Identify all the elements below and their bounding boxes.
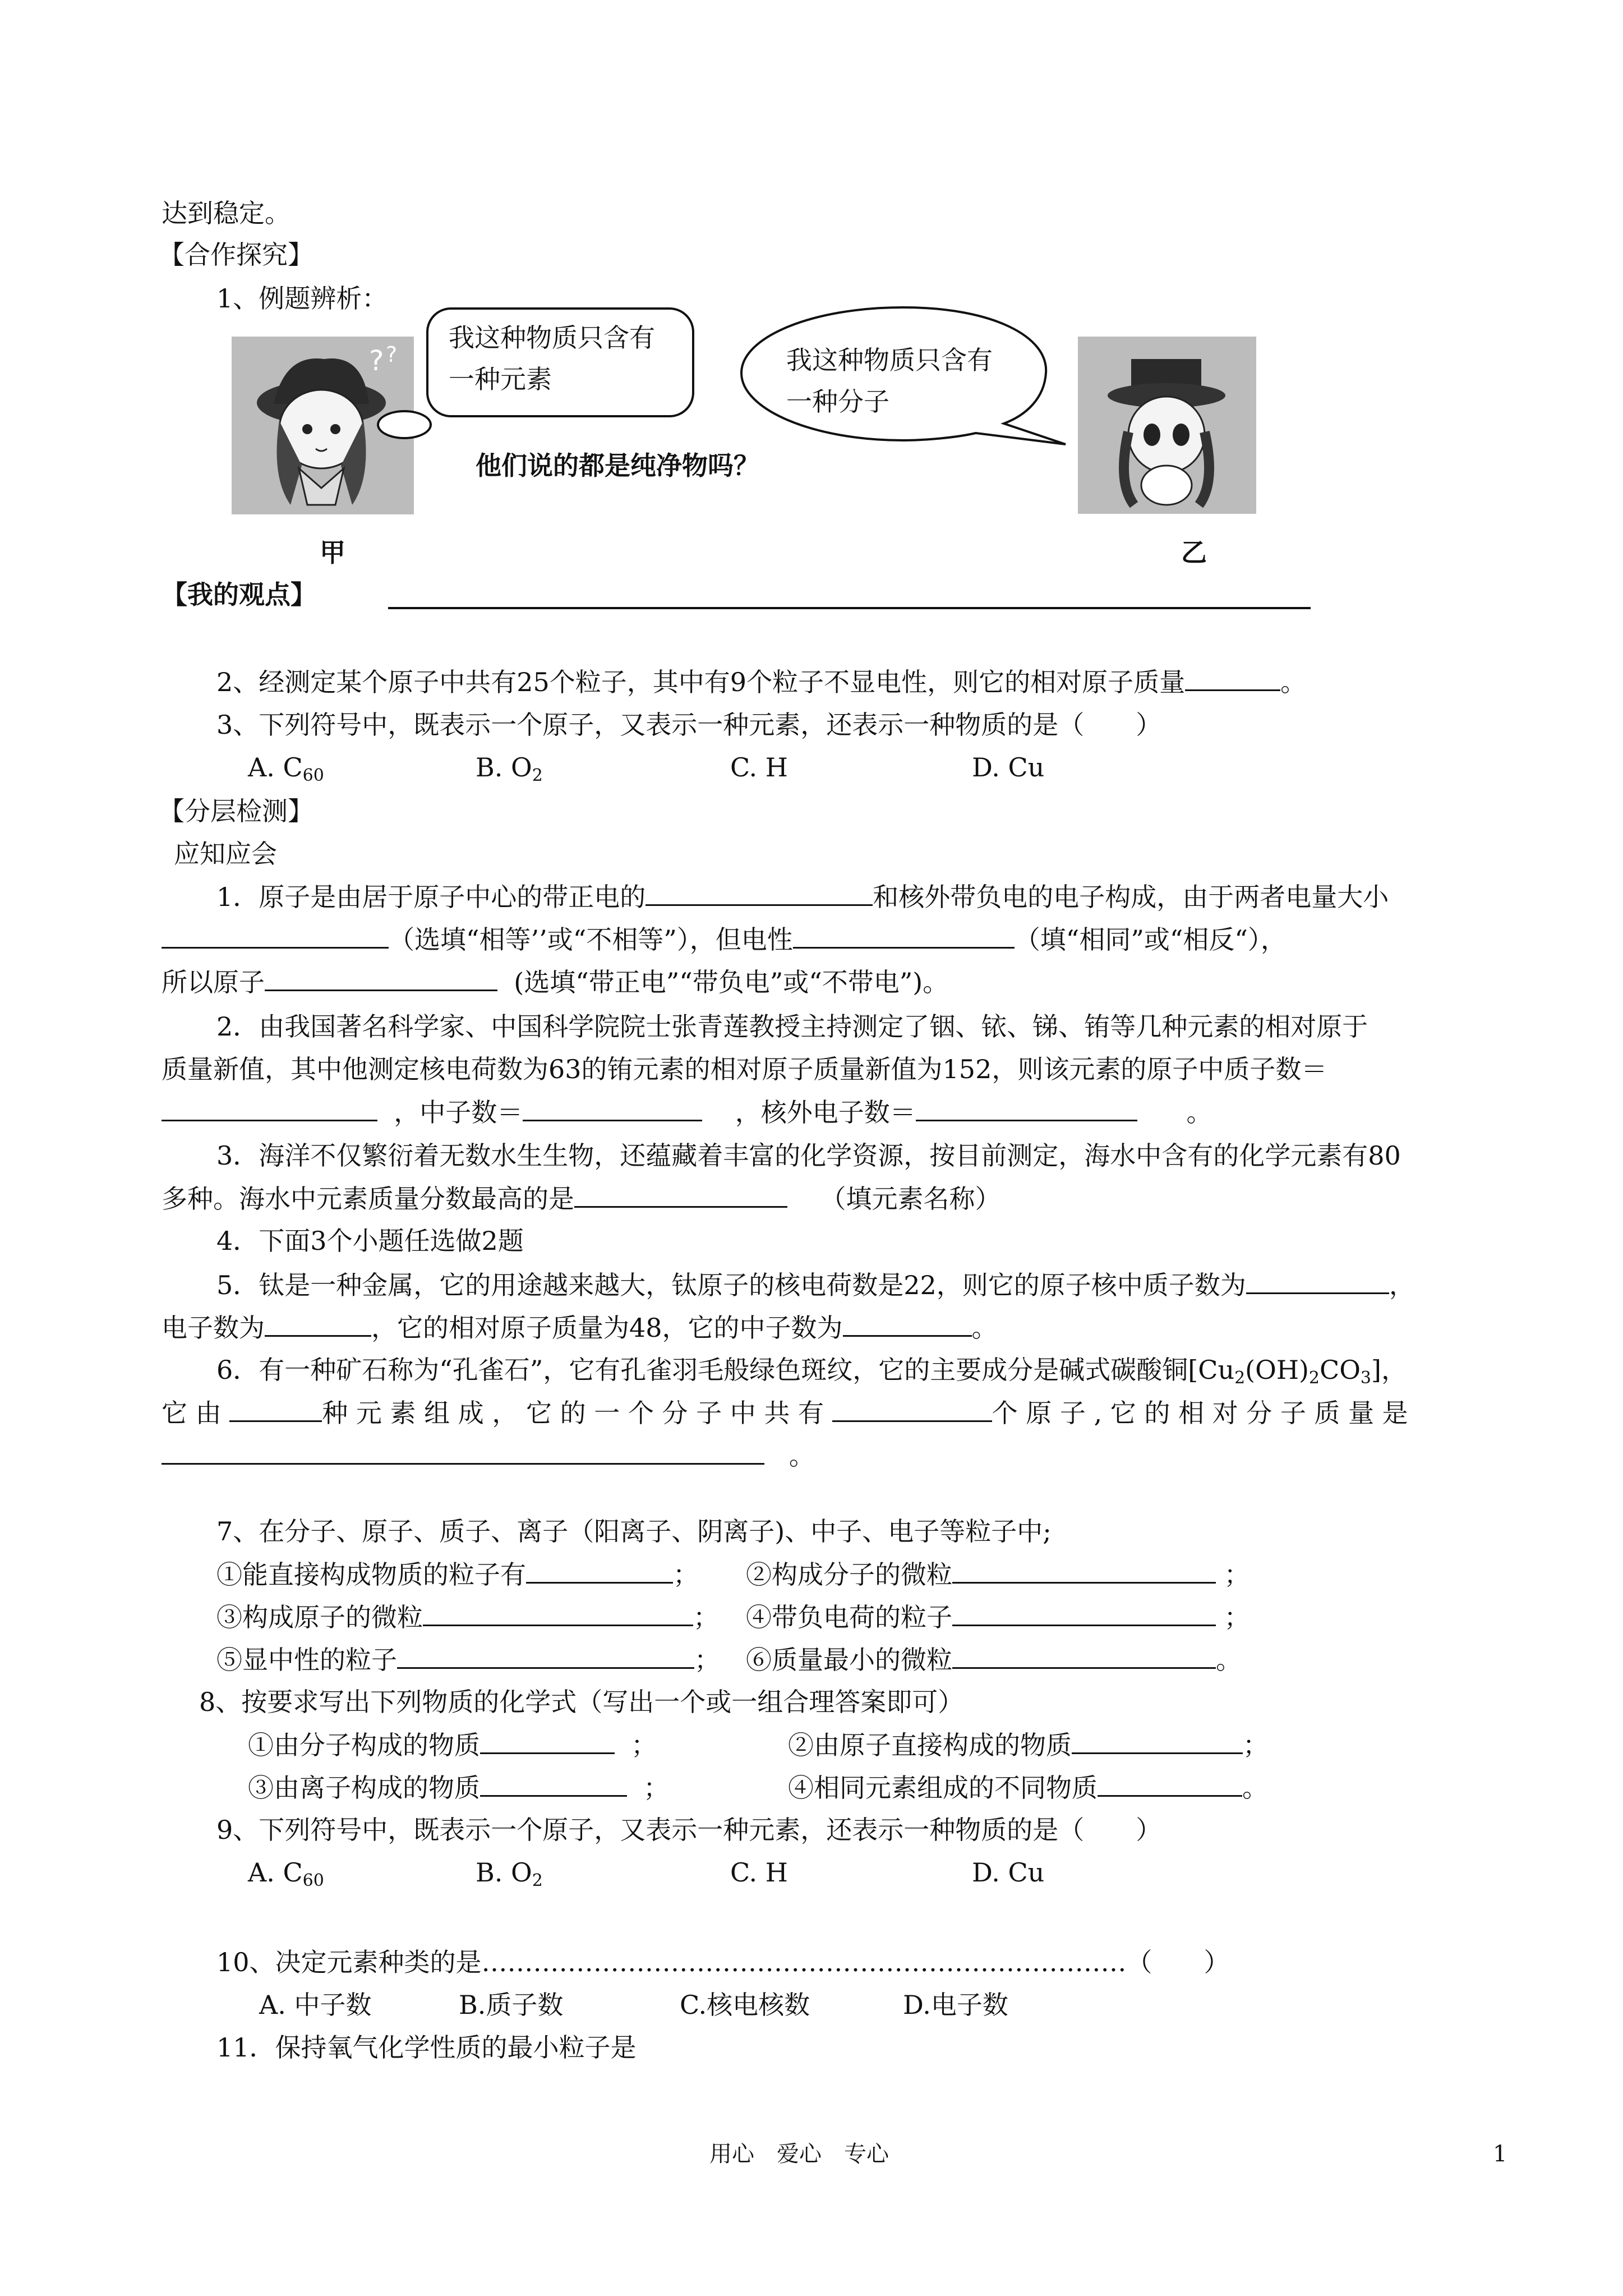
p6-blank1[interactable] <box>229 1396 322 1422</box>
svg-text:?: ? <box>369 344 384 377</box>
page-number: 1 <box>1493 2141 1507 2167</box>
p5-blank1[interactable] <box>1246 1268 1389 1294</box>
q10-option-b[interactable]: B.质子数 <box>459 1990 564 2020</box>
p5-blank2[interactable] <box>265 1310 371 1337</box>
p7-item-b: ②构成分子的微粒 ； <box>746 1557 1250 1591</box>
p7-item-c: ③构成原子的微粒 ； <box>216 1600 719 1634</box>
p6-line1: 6．有一种矿石称为“孔雀石”，它有孔雀羽毛般绿色斑纹，它的主要成分是碱式碳酸铜$[Cu_2(OH)_2CO_3]$， <box>216 1355 1407 1388</box>
q9-option-a[interactable]: A. $C_{60}$ <box>248 1857 324 1890</box>
p1-blank3[interactable] <box>793 922 1015 949</box>
p7-blank-f[interactable] <box>952 1642 1216 1669</box>
p8-blank-c[interactable] <box>480 1770 627 1797</box>
girl-right-icon <box>1078 337 1256 514</box>
p8-item-c: ③由离子构成的物质 ； <box>248 1770 669 1805</box>
sub-know-heading: 应知应会 <box>174 839 277 869</box>
p2-blank1[interactable] <box>162 1095 377 1121</box>
bubble-right-line2: 一种分子 <box>786 386 889 417</box>
p8-item-a: ①由分子构成的物质 ； <box>248 1728 657 1762</box>
q3-option-d[interactable]: D. Cu <box>972 752 1045 783</box>
p1-blank2[interactable] <box>162 922 389 949</box>
p7-blank-a[interactable] <box>526 1557 673 1584</box>
p5-blank3[interactable] <box>843 1310 972 1337</box>
p8-item-b: ②由原子直接构成的物质 ； <box>788 1728 1269 1762</box>
q10-option-c[interactable]: C.核电核数 <box>680 1990 810 2020</box>
p1-blank1[interactable] <box>645 880 873 906</box>
q11-text: 11．保持氧气化学性质的最小粒子是 <box>216 2032 637 2063</box>
girl-right-image <box>1078 337 1256 514</box>
p7-blank-d[interactable] <box>952 1600 1216 1626</box>
bubble-right-line1: 我这种物质只含有 <box>786 345 993 375</box>
p3-line1: 3．海洋不仅繁衍着无数水生生物，还蕴藏着丰富的化学资源，按目前测定，海水中含有的化学元素有80 <box>216 1140 1401 1171</box>
center-question: 他们说的都是纯净物吗？ <box>476 450 759 481</box>
q9-option-b[interactable]: B. $O_2$ <box>476 1857 543 1890</box>
p7-blank-c[interactable] <box>423 1600 693 1626</box>
bubble-left-line2: 一种元素 <box>449 364 552 394</box>
p4-text: 4．下面3个小题任选做2题 <box>216 1226 524 1256</box>
p8-intro: 8、按要求写出下列物质的化学式（写出一个或一组合理答案即可） <box>199 1687 964 1717</box>
section-cooperate-heading: 【合作探究】 <box>159 240 313 270</box>
char-left-label: 甲 <box>320 537 345 568</box>
p8-blank-b[interactable] <box>1072 1728 1243 1754</box>
my-view-answer-line[interactable] <box>388 607 1311 609</box>
p6-line3: 。 <box>162 1438 815 1473</box>
q9-option-d[interactable]: D. Cu <box>972 1857 1045 1888</box>
q10-text: 10、决定元素种类的是…………………………………………………………………（ ） <box>216 1947 1230 1977</box>
p2-blank3[interactable] <box>916 1095 1137 1121</box>
speech-bubble-right <box>735 303 1082 452</box>
p1-line1: 1．原子是由居于原子中心的带正电的 和核外带负电的电子构成，由于两者电量大小 <box>216 880 1389 914</box>
q9-text: 9、下列符号中，既表示一个原子，又表示一种元素，还表示一种物质的是（ ） <box>216 1815 1162 1845</box>
p1-line2: （选填“相等’’或“不相等”），但电性 （填“相同”或“相反“）， <box>162 922 1287 956</box>
p8-blank-a[interactable] <box>480 1728 615 1754</box>
p2-blank2[interactable] <box>523 1095 702 1121</box>
p7-blank-b[interactable] <box>952 1557 1216 1584</box>
q10-option-d[interactable]: D.电子数 <box>903 1990 1008 2020</box>
p1-line3: 所以原子 (选填“带正电”“带负电”或“不带电”)。 <box>162 965 948 999</box>
p5-line2: 电子数为 ，它的相对原子质量为48，它的中子数为 。 <box>162 1310 998 1345</box>
q10-option-a[interactable]: A. 中子数 <box>259 1990 372 2020</box>
q9-option-c[interactable]: C. H <box>730 1857 788 1888</box>
p2-line3: ，中子数＝ ，核外电子数＝ 。 <box>162 1095 1212 1129</box>
p6-line2: 它 由 种 元 素 组 成 ， 它 的 一 个 分 子 中 共 有 个 原 子 , 它 的 相 对 分 子 质 量 是 <box>162 1396 1408 1430</box>
p7-item-d: ④带负电荷的粒子 ； <box>746 1600 1250 1634</box>
p6-blank2[interactable] <box>832 1396 992 1422</box>
q3-text: 3、下列符号中，既表示一个原子，又表示一种元素，还表示一种物质的是（ ） <box>216 710 1162 740</box>
section-layer-heading: 【分层检测】 <box>159 796 313 826</box>
footer-motto: 用心 爱心 专心 <box>709 2141 889 2167</box>
p7-blank-e[interactable] <box>397 1642 694 1669</box>
p1-blank4[interactable] <box>265 965 497 991</box>
char-right-label: 乙 <box>1181 537 1207 568</box>
q3-option-a[interactable]: A. $C_{60}$ <box>248 752 324 785</box>
p3-blank[interactable] <box>574 1181 787 1208</box>
p3-line2: 多种。海水中元素质量分数最高的是 （填元素名称） <box>162 1181 1001 1216</box>
p7-intro: 7、在分子、原子、质子、离子（阳离子、阴离子)、中子、电子等粒子中; <box>216 1516 1052 1547</box>
q2-text: 2、经测定某个原子中共有25个粒子，其中有9个粒子不显电性，则它的相对原子质量 。 <box>216 665 1306 699</box>
p7-item-e: ⑤显中性的粒子 ； <box>216 1642 720 1677</box>
p5-line1: 5．钛是一种金属，它的用途越来越大，钛原子的核电荷数是22，则它的原子核中质子数为 ， <box>216 1268 1415 1302</box>
p8-blank-d[interactable] <box>1098 1770 1242 1797</box>
thought-bubble-dot <box>377 410 432 439</box>
p8-item-d: ④相同元素组成的不同物质 。 <box>788 1770 1268 1805</box>
q1-label: 1、例题辨析： <box>216 283 388 314</box>
svg-text:?: ? <box>386 342 398 367</box>
my-view-label: 【我的观点】 <box>162 579 316 610</box>
p7-item-a: ①能直接构成物质的粒子有 ； <box>216 1557 699 1591</box>
p2-line2: 质量新值，其中他测定核电荷数为63的铕元素的相对原子质量新值为152，则该元素的原子中质子数＝ <box>162 1054 1327 1084</box>
q3-option-b[interactable]: B. $O_2$ <box>476 752 543 785</box>
intro-end-text: 达到稳定。 <box>162 198 291 228</box>
p6-blank3[interactable] <box>162 1438 764 1465</box>
q3-option-c[interactable]: C. H <box>730 752 788 783</box>
bubble-left-line1: 我这种物质只含有 <box>449 323 655 353</box>
p2-line1: 2．由我国著名科学家、中国科学院院士张青莲教授主持测定了铟、铱、锑、铕等几种元素的相对原于 <box>216 1011 1368 1042</box>
q2-blank[interactable] <box>1185 665 1280 691</box>
p7-item-f: ⑥质量最小的微粒 。 <box>746 1642 1242 1677</box>
